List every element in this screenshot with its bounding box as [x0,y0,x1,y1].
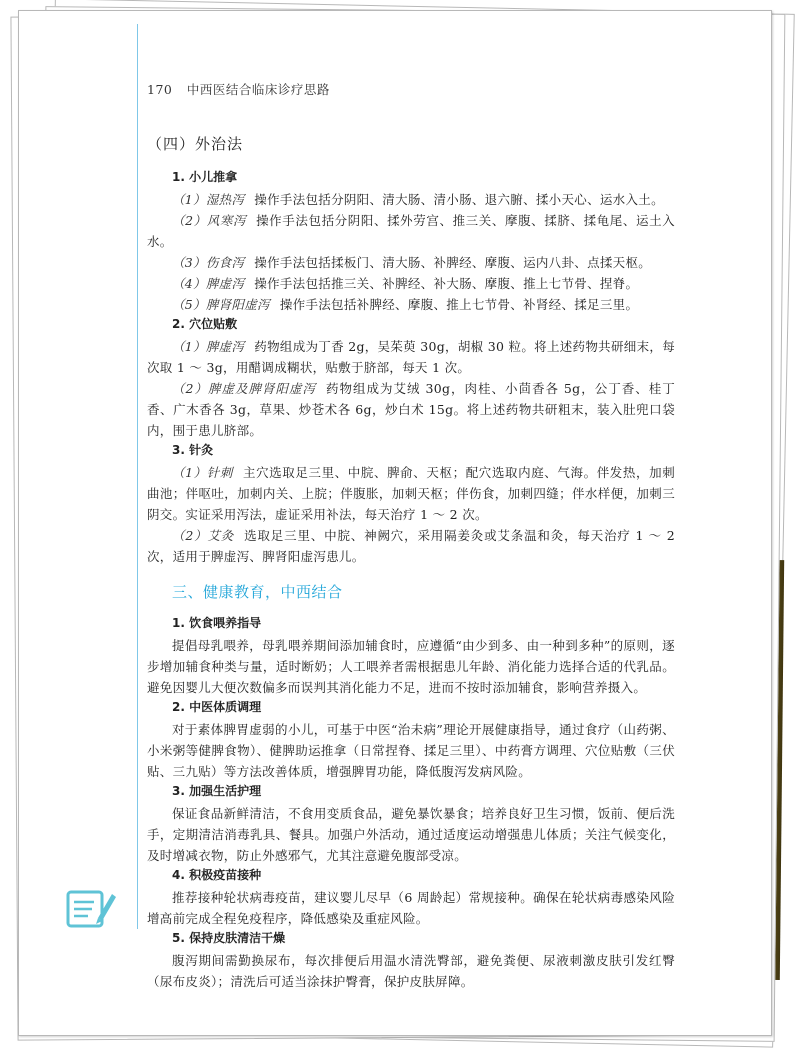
massage-item [147,273,675,294]
education-paragraph: 提倡母乳喂养，母乳喂养期间添加辅食时，应遵循“由少到多、由一种到多种”的原则，逐步增加辅食种类与量，适时断奶；人工喂养者需根据患儿年龄、消化能力选择合适的代乳品。避免因婴儿大便次数偏多而误判其消化能力不足，进而不按时添加辅食，影响营养摄入。 [147,638,675,695]
massage-term: （4）脾虚泻 [172,276,245,291]
acupoint-item [147,336,675,378]
acupuncture-item [147,462,675,525]
massage-item [147,189,675,210]
education-subtitle: 4. 积极疫苗接种 [172,868,262,882]
education-subtitle: 1. 饮食喂养指导 [172,616,262,630]
acupoint-text: 药物组成为艾绒 30g，肉桂、小茴香各 5g，公丁香、桂丁香、广木香各 3g，草果、炒苍术各 6g，炒白术 15g。将上述药物共研粗末，装入肚兜口袋内，围于患儿脐部。 [147,381,675,438]
massage-title: 1. 小儿推拿 [172,170,238,184]
acupuncture-text: 选取足三里、中脘、神阙穴，采用隔姜灸或艾条温和灸，每天治疗 1 ～ 2 次，适用于脾虚泻、脾肾阳虚泻患儿。 [147,528,676,564]
acupuncture-text: 主穴选取足三里、中脘、脾俞、天枢；配穴选取内庭、气海。伴发热，加刺曲池；伴呕吐，加刺内关、上脘；伴腹胀，加刺天枢；伴伤食，加刺四缝；伴水样便，加刺三阴交。实证采用泻法，虚证采用补法，每天治疗 1 ～ 2 次。 [147,465,676,522]
book-title: 中西医结合临床诊疗思路 [186,82,330,97]
education-paragraph: 保证食品新鲜清洁，不食用变质食品，避免暴饮暴食；培养良好卫生习惯，饭前、便后洗手，定期清洁消毒乳具、餐具。加强户外活动，通过适度运动增强患儿体质；关注气候变化，及时增减衣物，防止外感邪气，尤其注意避免腹部受凉。 [147,806,675,863]
massage-text: 操作手法包括补脾经、摩腹、推上七节骨、补肾经、揉足三里。 [279,297,639,312]
massage-item [147,294,675,315]
section-heading: 三、健康教育，中西结合 [172,583,343,601]
notebook-pencil-icon [62,882,118,932]
education-subtitle: 5. 保持皮肤清洁干燥 [172,931,286,945]
massage-text: 操作手法包括揉板门、清大肠、补脾经、摩腹、运内八卦、点揉天枢。 [254,255,652,270]
massage-item [147,252,675,273]
massage-term: （2）风寒泻 [172,213,247,228]
massage-term: （5）脾肾阳虚泻 [172,297,270,312]
massage-text: 操作手法包括推三关、补脾经、补大肠、摩腹、推上七节骨、捏脊。 [254,276,639,291]
massage-list [147,189,675,315]
acupoint-text: 药物组成为丁香 2g，吴茱萸 30g，胡椒 30 粒。将上述药物共研细末，每次取 1 ～ 3g，用醋调成糊状，贴敷于脐部，每天 1 次。 [147,339,675,375]
acupoint-item [147,378,675,441]
acupoint-term: （2）脾虚及脾肾阳虚泻 [172,381,316,396]
acupuncture-title: 3. 针灸 [172,443,214,457]
acupoint-title: 2. 穴位贴敷 [172,317,238,331]
education-paragraph: 对于素体脾胃虚弱的小儿，可基于中医“治未病”理论开展健康指导，通过食疗（山药粥、小米粥等健脾食物）、健脾助运推拿（日常捏脊、揉足三里）、中药膏方调理、穴位贴敷（三伏贴、三九贴）等方法改善体质，增强脾胃功能，降低腹泻发病风险。 [147,722,675,779]
education-paragraph: 腹泻期间需勤换尿布，每次排便后用温水清洗臀部，避免粪便、尿液刺激皮肤引发红臀（尿布皮炎）；清洗后可适当涂抹护臀膏，保护皮肤屏障。 [147,953,675,989]
massage-item [147,210,675,252]
massage-term: （1）湿热泻 [172,192,245,207]
education-list [147,614,675,992]
education-subtitle: 2. 中医体质调理 [172,700,262,714]
page-number: 170 [147,82,173,97]
page-content [147,133,675,992]
massage-text: 操作手法包括分阴阳、清大肠、清小肠、退六腑、揉小天心、运水入土。 [254,192,664,207]
acupoint-list [147,336,675,441]
acupuncture-term: （2）艾灸 [172,528,235,543]
massage-term: （3）伤食泻 [172,255,245,270]
massage-text: 操作手法包括分阴阳、揉外劳宫、推三关、摩腹、揉脐、揉龟尾、运土入水。 [147,213,675,249]
education-subtitle: 3. 加强生活护理 [172,784,262,798]
acupuncture-term: （1）针刺 [172,465,233,480]
education-paragraph: 推荐接种轮状病毒疫苗，建议婴儿尽早（6 周龄起）常规接种。确保在轮状病毒感染风险增高前完成全程免疫程序，降低感染及重症风险。 [147,890,675,926]
acupoint-term: （1）脾虚泻 [172,339,245,354]
acupuncture-list [147,462,675,567]
margin-rule [137,24,138,929]
subsection-heading: （四）外治法 [147,135,244,153]
acupuncture-item [147,525,675,567]
running-header [147,80,330,98]
